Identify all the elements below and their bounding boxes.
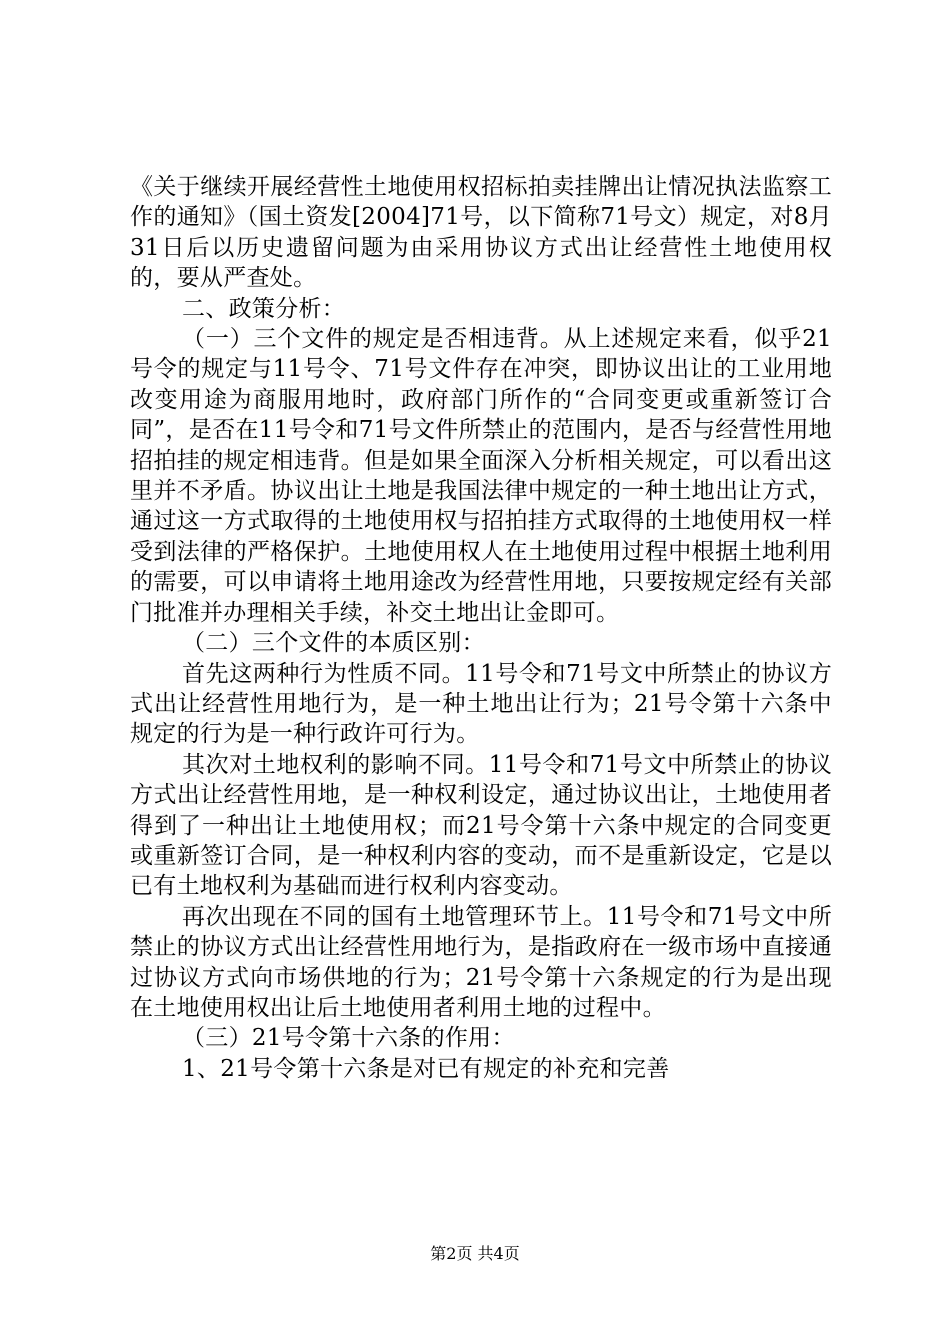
section-heading-policy-analysis: 二、政策分析： <box>182 295 346 322</box>
document-body <box>130 172 832 1084</box>
subheading-section-3: （三）21号令第十六条的作用： <box>182 1025 515 1052</box>
paragraph-item-1: 1、21号令第十六条是对已有规定的补充和完善 <box>182 1055 670 1082</box>
paragraph-third-difference: 再次出现在不同的国有土地管理环节上。11号令和71号文中所禁止的协议方式出让经营性用地行为，是指政府在一级市场中直接通过协议方式向市场供地的行为；21号令第十六条规定的行为是出现在土地使用权出让后土地使用者利用土地的过程中。 <box>130 903 832 1021</box>
page-number-footer: 第2页 共4页 <box>430 1244 520 1263</box>
paragraph-section-1: （一）三个文件的规定是否相违背。从上述规定来看，似乎21号令的规定与11号令、71号文件存在冲突，即协议出让的工业用地改变用途为商服用地时，政府部门所作的“合同变更或重新签订合同”，是否在11号令和71号文件所禁止的范围内，是否与经营性用地招拍挂的规定相违背。但是如果全面深入分析相关规定，可以看出这里并不矛盾。协议出让土地是我国法律中规定的一种土地出让方式，通过这一方式取得的土地使用权与招拍挂方式取得的土地使用权一样受到法律的严格保护。土地使用权人在土地使用过程中根据土地利用的需要，可以申请将土地用途改为经营性用地，只要按规定经有关部门批准并办理相关手续，补交土地出让金即可。 <box>130 326 832 626</box>
paragraph-second-difference: 其次对土地权利的影响不同。11号令和71号文中所禁止的协议方式出让经营性用地，是一种权利设定，通过协议出让，土地使用者得到了一种出让土地使用权；而21号令第十六条中规定的合同变更或重新签订合同，是一种权利内容的变动，而不是重新设定，它是以已有土地权利为基础而进行权利内容变动。 <box>130 751 832 900</box>
paragraph-first-difference: 首先这两种行为性质不同。11号令和71号文中所禁止的协议方式出让经营性用地行为，是一种土地出让行为；21号令第十六条中规定的行为是一种行政许可行为。 <box>130 660 832 748</box>
subheading-section-2: （二）三个文件的本质区别： <box>182 630 485 657</box>
paragraph-1: 《关于继续开展经营性土地使用权招标拍卖挂牌出让情况执法监察工作的通知》（国土资发[2004]71号，以下简称71号文）规定，对8月31日后以历史遗留问题为由采用协议方式出让经营性土地使用权的，要从严查处。 <box>130 174 832 292</box>
